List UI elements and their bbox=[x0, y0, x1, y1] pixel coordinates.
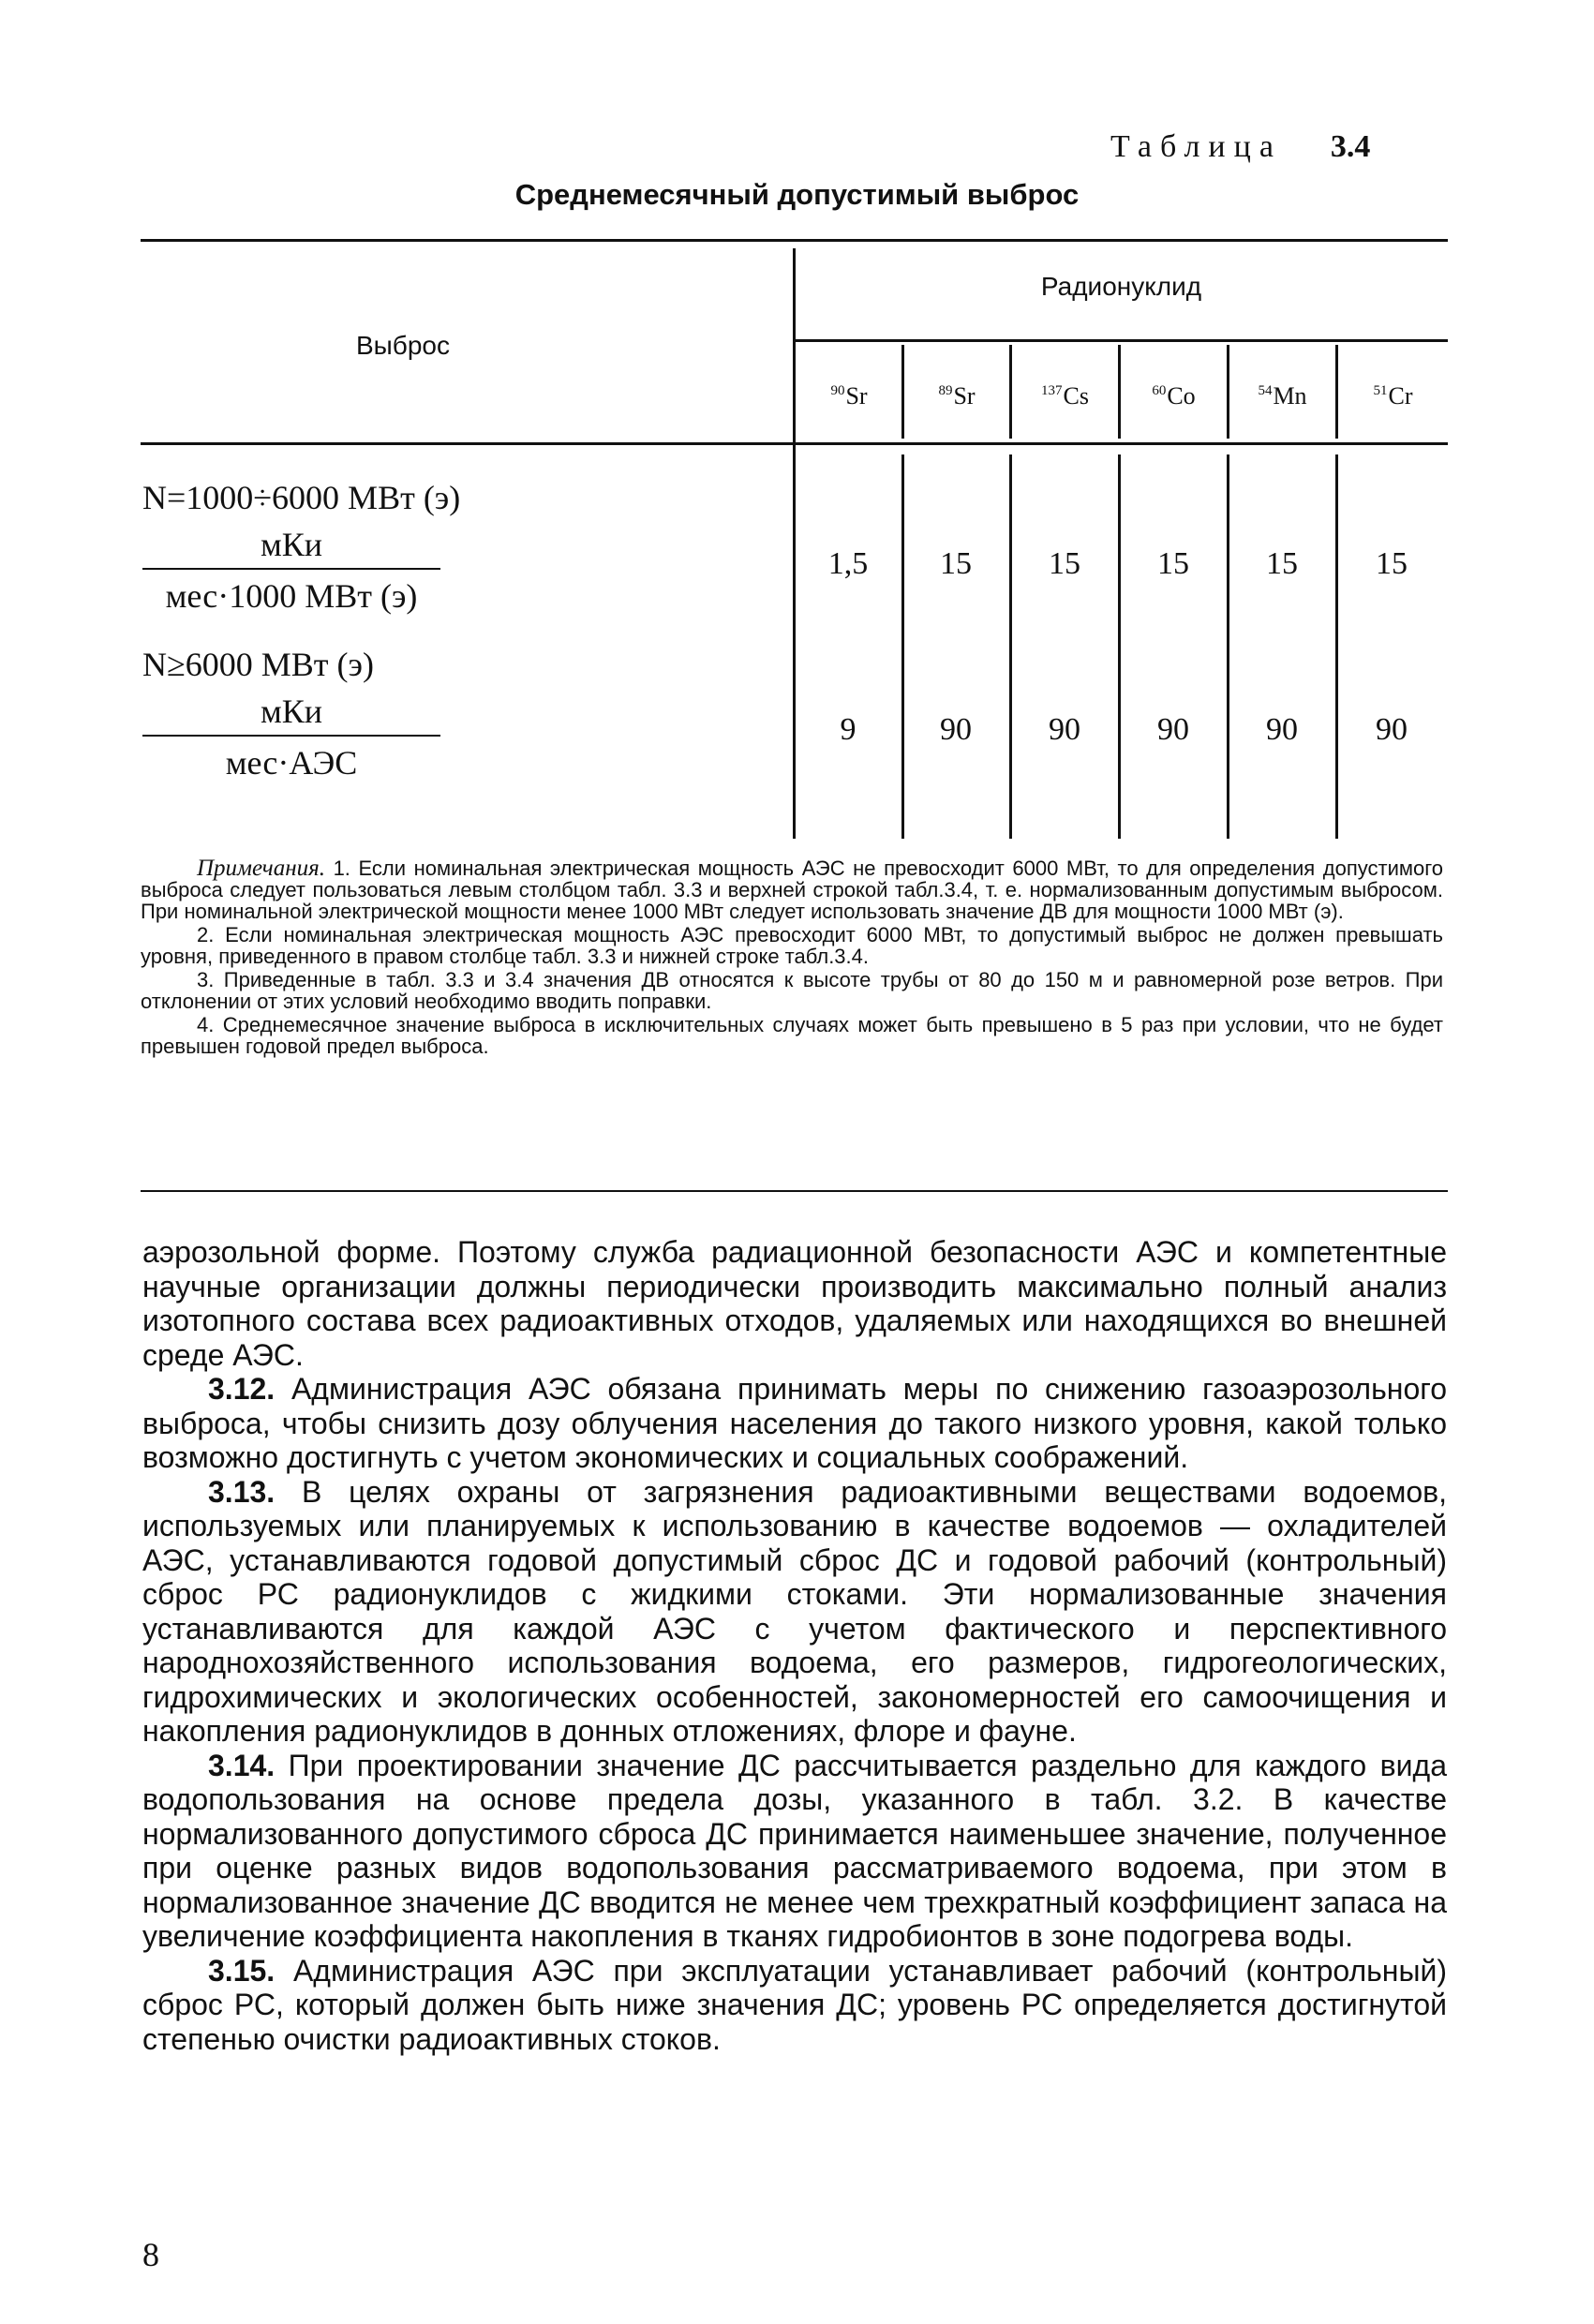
header-radionuclide: Радионуклид bbox=[1040, 272, 1202, 301]
col-divider bbox=[901, 454, 904, 839]
fraction-bar bbox=[142, 735, 440, 737]
value-cell: 90 bbox=[1049, 712, 1080, 747]
section-number: 3.13. bbox=[208, 1474, 276, 1509]
table-divider bbox=[793, 248, 796, 839]
nuclide-sr90: $^{90}$Sr bbox=[830, 382, 868, 410]
col-divider bbox=[1009, 454, 1012, 839]
unit-denominator: мес·1000 МВт (э) bbox=[165, 577, 418, 615]
paragraph: 3.14. При проектировании значение ДС рассчитывается раздельно для каждого вида водопользования на основе предела дозы, указанного в табл. 3.2. В качестве нормализованного допустимого сброса ДС принимается наименьшее значение, полученное при оценке разных видов водопользования рассматриваемого водоема, при этом в нормализованное значение ДС вводится не менее чем трехкратный коэффициент запаса на увеличение коэффициента накопления в тканях гидробионтов в зоне подогрева воды. bbox=[142, 1748, 1447, 1953]
value-cell: 15 bbox=[1376, 546, 1408, 581]
fraction-bar bbox=[142, 568, 440, 570]
value-cell: 15 bbox=[940, 546, 972, 581]
nuclide-sr89: $^{89}$Sr bbox=[938, 382, 976, 410]
header-emission: Выброс bbox=[356, 331, 450, 360]
body-text bbox=[142, 1235, 1447, 2056]
value-cell: 90 bbox=[1157, 712, 1189, 747]
paragraph: 3.13. В целях охраны от загрязнения радиоактивными веществами водоемов, используемых или планируемых к использованию в качестве водоемов — охладителей АЭС, устанавливаются годовой допустимый сброс ДС и годовой рабочий (контрольный) сброс РС радионуклидов с жидкими стоками. Эти нормализованные значения устанавливаются для каждой АЭС с учетом фактического и перспективного народнохозяйственного использования водоема, его размеров, гидрогеологических, гидрохимических и экологических особенностей, закономерностей его самоочищения и накопления радионуклидов в донных отложениях, флоре и фауне. bbox=[142, 1474, 1447, 1748]
notes-label: Примечания. bbox=[197, 856, 325, 881]
nuclide-mn54: $^{54}$Mn bbox=[1258, 382, 1307, 410]
nuclide-header-rule bbox=[795, 339, 1448, 342]
value-cell: 15 bbox=[1157, 546, 1189, 581]
value-cell: 90 bbox=[1266, 712, 1298, 747]
table-top-rule bbox=[141, 239, 1448, 242]
value-cell: 9 bbox=[840, 712, 857, 747]
row-condition: N≥6000 МВт (э) bbox=[142, 646, 374, 683]
section-number: 3.14. bbox=[208, 1748, 276, 1782]
col-divider bbox=[1227, 454, 1229, 839]
unit-numerator: мКи bbox=[260, 693, 323, 730]
paragraph: аэрозольной форме. Поэтому служба радиационной безопасности АЭС и компетентные научные организации должны периодически производить максимально полный анализ изотопного состава всех радиоактивных отходов, удаляемых или находящихся во внешней среде АЭС. bbox=[142, 1235, 1447, 1372]
unit-numerator: мКи bbox=[260, 526, 323, 563]
col-divider bbox=[1335, 454, 1338, 839]
row-condition: N=1000÷6000 МВт (э) bbox=[142, 479, 461, 516]
section-number: 3.15. bbox=[208, 1953, 276, 1988]
paragraph: 3.15. Администрация АЭС при эксплуатации устанавливает рабочий (контрольный) сброс РС, который должен быть ниже значения ДС; уровень РС определяется достигнутой степенью очистки радиоактивных стоков. bbox=[142, 1953, 1447, 2056]
table-notes bbox=[141, 857, 1443, 1059]
notes-bottom-rule bbox=[141, 1190, 1448, 1192]
value-cell: 90 bbox=[940, 712, 972, 747]
note-item: 2. Если номинальная электрическая мощность АЭС превосходит 6000 МВт, то допустимый выброс не должен превышать уровня, приведенного в правом столбце табл. 3.3 и нижней строке табл.3.4. bbox=[141, 923, 1443, 968]
value-cell: 1,5 bbox=[827, 546, 869, 581]
nuclide-co60: $^{60}$Co bbox=[1152, 382, 1196, 410]
table-title: Среднемесячный допустимый выброс bbox=[514, 178, 1080, 211]
value-cell: 15 bbox=[1049, 546, 1080, 581]
value-cell: 90 bbox=[1376, 712, 1408, 747]
page-number: 8 bbox=[142, 2236, 159, 2273]
note-item: 3. Приведенные в табл. 3.3 и 3.4 значения ДВ относятся к высоте трубы от 80 до 150 м и равномерной розе ветров. При отклонении от этих условий необходимо вводить поправки. bbox=[141, 968, 1443, 1013]
unit-denominator: мес·АЭС bbox=[225, 744, 358, 782]
paragraph: 3.12. Администрация АЭС обязана принимать меры по снижению газоаэрозольного выброса, чтобы снизить дозу облучения населения до такого низкого уровня, какой только возможно достигнуть с учетом экономических и социальных соображений. bbox=[142, 1372, 1447, 1474]
table-label-word: Таблица bbox=[1110, 129, 1282, 164]
nuclide-cr51: $^{51}$Cr bbox=[1373, 382, 1413, 410]
note-item: Примечания. 1. Если номинальная электрическая мощность АЭС не превосходит 6000 МВт, то для определения допустимого выброса следует пользоваться левым столбцом табл. 3.3 и верхней строкой табл.3.4, т. е. нормализованным допустимым выбросом. При номинальной электрической мощности менее 1000 МВт следует использовать значение ДВ для мощности 1000 МВт (э). bbox=[141, 856, 1444, 923]
nuclide-cs137: $^{137}$Cs bbox=[1041, 382, 1089, 410]
table-label bbox=[1110, 129, 1370, 165]
col-divider bbox=[1118, 454, 1121, 839]
table-number: 3.4 bbox=[1330, 129, 1371, 164]
value-cell: 15 bbox=[1266, 546, 1298, 581]
section-number: 3.12. bbox=[208, 1372, 276, 1406]
note-item: 4. Среднемесячное значение выброса в исключительных случаях может быть превышено в 5 раз при условии, что не будет превышен годовой предел выброса. bbox=[141, 1013, 1443, 1058]
